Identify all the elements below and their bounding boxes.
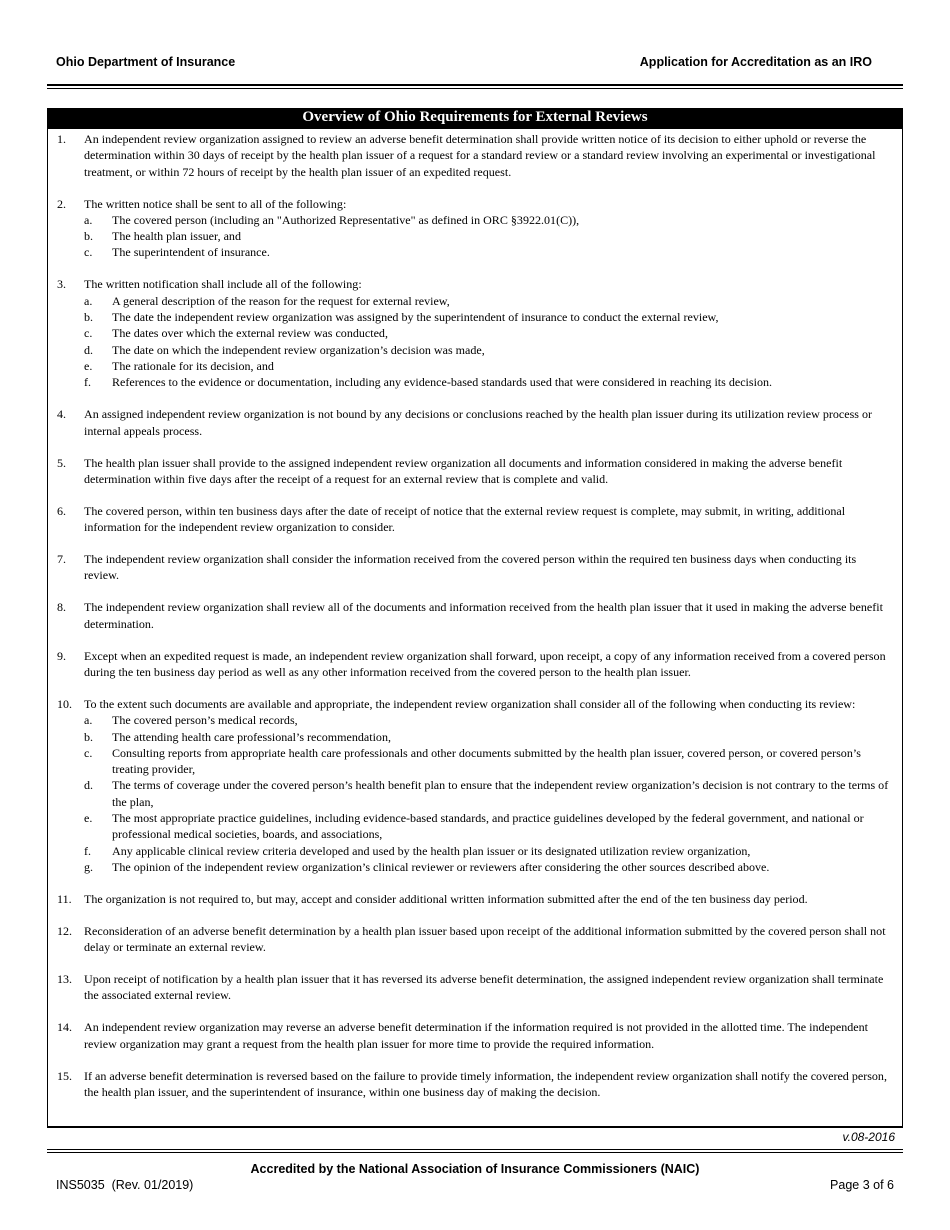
subitem-text: The most appropriate practice guidelines, including evidence-based standards, and practice guidelines developed by the federal government, and national or professional medical societies, boards, and associations,	[112, 810, 864, 842]
subitem-label: b.	[84, 310, 94, 325]
subitem-text: The attending health care professional’s recommendation,	[112, 729, 391, 744]
requirement-item	[48, 696, 894, 875]
requirement-number: 4.	[57, 407, 67, 422]
requirement-subitem	[84, 859, 894, 875]
header-rule-thick	[47, 84, 903, 86]
requirement-subitem	[84, 810, 894, 843]
footer-rule-2	[47, 1152, 903, 1153]
subitem-text: A general description of the reason for the request for external review,	[112, 293, 450, 308]
subitem-text: The superintendent of insurance.	[112, 245, 270, 260]
requirement-item	[48, 131, 894, 180]
requirement-number: 15.	[57, 1068, 73, 1083]
requirement-item	[48, 406, 894, 439]
requirement-item	[48, 648, 894, 681]
requirement-subitem	[84, 712, 894, 728]
requirement-subitem	[84, 228, 894, 244]
version-label: v.08-2016	[842, 1130, 895, 1144]
requirement-number: 3.	[57, 277, 67, 292]
subitem-label: c.	[84, 326, 93, 341]
requirement-text: The covered person, within ten business days after the date of receipt of notice that the external review request is complete, may submit, in writing, additional information for the independent review organization to consider.	[84, 503, 846, 535]
requirement-subitem	[84, 244, 894, 260]
requirement-number: 12.	[57, 923, 73, 938]
requirement-item	[48, 923, 894, 956]
subitem-text: The date the independent review organization was assigned by the superintendent of insurance to conduct the external review,	[112, 310, 719, 325]
requirement-number: 9.	[57, 648, 67, 663]
subitem-label: a.	[84, 293, 93, 308]
requirement-number: 6.	[57, 503, 67, 518]
accreditation-notice: Accredited by the National Association of Insurance Commissioners (NAIC)	[250, 1162, 700, 1176]
footer-rule-1	[47, 1149, 903, 1150]
requirement-text: The written notice shall be sent to all of the following:	[84, 196, 347, 211]
requirement-text: The independent review organization shall review all of the documents and information received from the health plan issuer that it used in making the adverse benefit determination.	[84, 600, 883, 631]
requirement-subitem	[84, 293, 894, 309]
subitem-text: The covered person’s medical records,	[112, 713, 298, 728]
requirement-number: 13.	[57, 972, 73, 987]
requirement-item	[48, 1068, 894, 1101]
requirement-text: The health plan issuer shall provide to the assigned independent review organization all documents and information considered in making the adverse benefit determination within five days after the receipt of a request for an external review that is complete and valid.	[84, 455, 843, 486]
requirement-text: The independent review organization shall consider the information received from the covered person within the required ten business days when conducting its review.	[84, 552, 857, 583]
requirement-number: 14.	[57, 1020, 73, 1035]
requirement-text: Reconsideration of an adverse benefit determination by a health plan issuer based upon receipt of the additional information submitted by the covered person shall not delay or terminate an external review.	[84, 923, 886, 955]
requirement-number: 7.	[57, 552, 67, 567]
subitem-label: c.	[84, 245, 93, 260]
requirement-subitem	[84, 374, 894, 390]
subitem-label: g.	[84, 859, 94, 874]
requirement-subitem	[84, 358, 894, 374]
form-number: INS5035 (Rev. 01/2019)	[56, 1178, 194, 1192]
subitem-text: The health plan issuer, and	[112, 229, 241, 244]
header-rule-thin	[47, 88, 903, 89]
subitem-label: a.	[84, 713, 93, 728]
requirement-text: If an adverse benefit determination is reversed based on the failure to provide timely information, the independent review organization shall notify the covered person, the health plan issuer, and the superintendent of insurance, within one business day of making the decision.	[84, 1068, 887, 1099]
requirements-box	[47, 108, 903, 1128]
subitem-label: d.	[84, 778, 94, 793]
requirement-item	[48, 503, 894, 536]
section-title: Overview of Ohio Requirements for External Reviews	[48, 108, 902, 129]
page-number: Page 3 of 6	[830, 1178, 894, 1192]
subitem-label: e.	[84, 358, 93, 373]
header-department: Ohio Department of Insurance	[56, 55, 236, 69]
subitem-label: c.	[84, 745, 93, 760]
requirement-text: The organization is not required to, but may, accept and consider additional written information submitted after the end of the ten business day period.	[84, 891, 808, 906]
subitem-label: f.	[84, 375, 92, 390]
subitem-text: The date on which the independent review organization’s decision was made,	[112, 342, 485, 357]
header-application-title: Application for Accreditation as an IRO	[639, 55, 872, 69]
requirement-text: An independent review organization may reverse an adverse benefit determination if the information required is not provided in the allotted time. The independent review organization may grant a request from the health plan issuer for more time to provide the required information.	[84, 1020, 869, 1051]
requirement-number: 11.	[57, 891, 72, 906]
subitem-label: b.	[84, 729, 94, 744]
subitem-label: d.	[84, 342, 94, 357]
requirement-item	[48, 455, 894, 488]
requirement-text: Except when an expedited request is made, an independent review organization shall forward, upon receipt, a copy of any information received from a covered person during the ten business day period as well as any other information received from the covered person to the health plan issuer.	[84, 648, 886, 679]
requirement-item	[48, 196, 894, 261]
requirement-item	[48, 276, 894, 390]
subitem-text: The covered person (including an "Authorized Representative" as defined in ORC §3922.01(C)),	[112, 212, 580, 227]
requirement-subitem	[84, 309, 894, 325]
requirement-item	[48, 1019, 894, 1052]
subitem-label: b.	[84, 229, 94, 244]
requirements-list	[48, 131, 902, 1100]
requirement-subitem	[84, 342, 894, 358]
requirement-item	[48, 599, 894, 632]
subitem-text: The opinion of the independent review organization’s clinical reviewer or reviewers after considering the other sources described above.	[112, 859, 770, 874]
requirement-item	[48, 971, 894, 1004]
subitem-label: a.	[84, 212, 93, 227]
subitem-text: References to the evidence or documentation, including any evidence-based standards used that were considered in reaching its decision.	[112, 375, 772, 390]
requirement-text: Upon receipt of notification by a health plan issuer that it has reversed its adverse benefit determination, the assigned independent review organization shall terminate the associated external review.	[84, 972, 884, 1003]
requirement-subitem	[84, 843, 894, 859]
requirement-subitem	[84, 729, 894, 745]
subitem-text: Any applicable clinical review criteria developed and used by the health plan issuer or its designated utilization review organization,	[112, 843, 751, 858]
requirement-item	[48, 551, 894, 584]
subitem-label: e.	[84, 810, 93, 825]
subitem-text: The rationale for its decision, and	[112, 358, 274, 373]
subitem-text: The dates over which the external review was conducted,	[112, 326, 388, 341]
requirement-number: 8.	[57, 600, 67, 615]
requirement-subitem	[84, 777, 894, 810]
requirement-item	[48, 891, 894, 907]
requirement-subitem	[84, 745, 894, 778]
requirement-number: 1.	[57, 132, 67, 146]
requirement-text: An assigned independent review organization is not bound by any decisions or conclusions reached by the health plan issuer during its utilization review process or internal appeals process.	[84, 407, 872, 438]
requirement-text: An independent review organization assigned to review an adverse benefit determination shall provide written notice of its decision to either uphold or reverse the determination within 30 days of receipt by the health plan issuer of a request for a standard review or a standard review involving an experimental or investigational treatment, or within 72 hours of receipt by the health plan issuer of an expedited request.	[84, 132, 876, 179]
subitem-label: f.	[84, 843, 92, 858]
requirement-text: The written notification shall include all of the following:	[84, 277, 362, 292]
requirement-number: 5.	[57, 455, 67, 470]
requirement-text: To the extent such documents are available and appropriate, the independent review organization shall consider all of the following when conducting its review:	[84, 696, 856, 711]
requirement-number: 2.	[57, 196, 67, 211]
subitem-text: The terms of coverage under the covered person’s health benefit plan to ensure that the independent review organization’s decision is not contrary to the terms of the plan,	[112, 778, 889, 809]
requirement-number: 10.	[57, 696, 73, 711]
requirement-subitem	[84, 212, 894, 228]
subitem-text: Consulting reports from appropriate health care professionals and other documents submitted by the health plan issuer, covered person, or covered person’s treating provider,	[112, 745, 861, 777]
requirement-subitem	[84, 325, 894, 341]
